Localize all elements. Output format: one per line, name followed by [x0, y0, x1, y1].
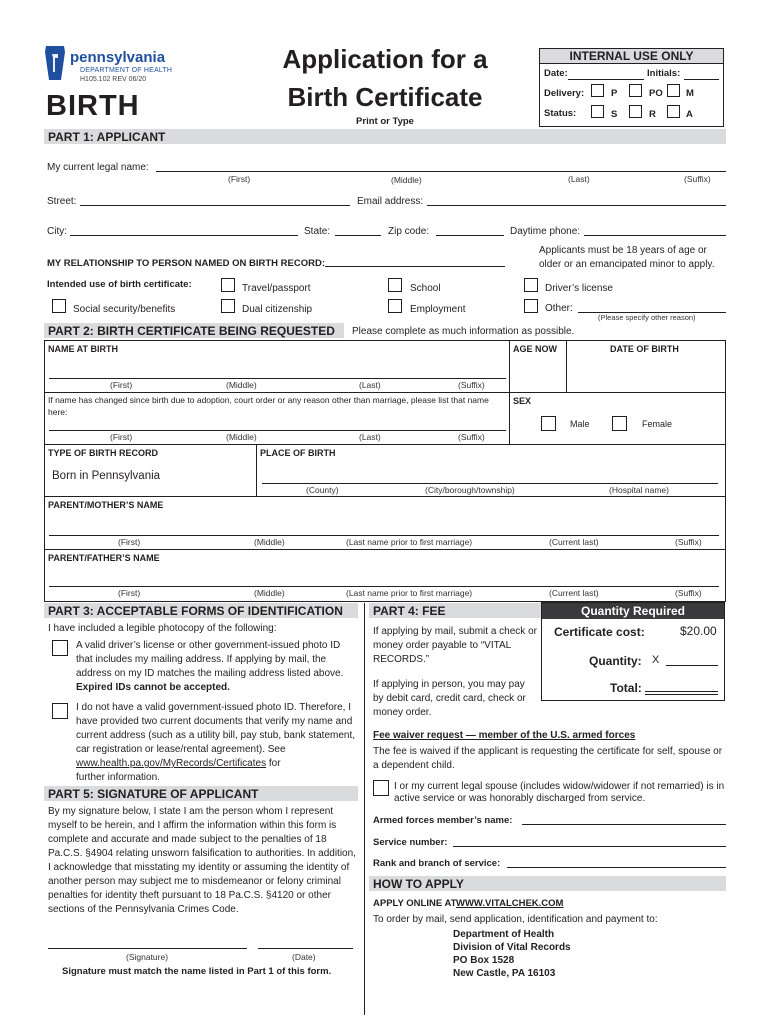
street-line[interactable] [80, 205, 350, 206]
father-middle-sub: (Middle) [254, 588, 285, 598]
delivery-p-checkbox[interactable] [591, 84, 604, 97]
sex-female-checkbox[interactable] [612, 416, 627, 431]
fee-mail-text: If applying by mail, submit a check or money order payable to “VITAL RECORDS.” [373, 626, 537, 665]
father-first-sub: (First) [118, 588, 141, 598]
age-note: Applicants must be 18 years of age or older or an emancipated minor to apply. [539, 245, 715, 270]
mother-middle-sub: (Middle) [254, 537, 285, 547]
use-school-checkbox[interactable] [388, 278, 402, 292]
member-name-label: Armed forces member’s name: [373, 815, 513, 826]
service-number-line[interactable] [453, 846, 726, 847]
name-at-birth-label: NAME AT BIRTH [48, 344, 118, 354]
birth-middle-sub: (Middle) [226, 380, 257, 390]
print-or-type: Print or Type [356, 116, 414, 127]
internal-delivery-label: Delivery: [544, 88, 585, 99]
use-social-security-checkbox[interactable] [52, 299, 66, 313]
use-other-checkbox[interactable] [524, 299, 538, 313]
fee-waiver-heading: Fee waiver request — member of the U.S. armed forces [373, 730, 636, 741]
col-divider [566, 340, 567, 392]
legal-name-first-sub: (First) [228, 174, 251, 184]
changed-name-line[interactable] [49, 430, 506, 431]
intended-use-label: Intended use of birth certificate: [47, 279, 192, 290]
email-line[interactable] [427, 205, 726, 206]
status-s-label: S [611, 109, 618, 120]
age-now-label: AGE NOW [513, 344, 557, 354]
changed-name-note: If name has changed since birth due to adoption, court order or any reason other than marriage, please list that name here: [48, 395, 489, 417]
use-travel-label: Travel/passport [242, 283, 311, 294]
use-other-note: (Please specify other reason) [598, 313, 696, 322]
delivery-m-checkbox[interactable] [667, 84, 680, 97]
part4-heading: PART 4: FEE [369, 603, 541, 618]
quantity-required-heading: Quantity Required [542, 603, 724, 619]
certificate-cost-value: $20.00 [680, 624, 717, 638]
place-of-birth-line[interactable] [262, 483, 718, 484]
address-line-2: Division of Vital Records [453, 942, 571, 953]
signature-line[interactable] [48, 948, 247, 949]
service-number-label: Service number: [373, 837, 448, 848]
father-current-last-sub: (Current last) [549, 588, 599, 598]
street-label: Street: [47, 196, 77, 207]
delivery-po-checkbox[interactable] [629, 84, 642, 97]
place-of-birth-label: PLACE OF BIRTH [260, 448, 336, 458]
rank-branch-label: Rank and branch of service: [373, 858, 501, 869]
delivery-po-label: PO [649, 88, 663, 99]
row-divider [44, 392, 726, 393]
legal-name-middle-sub: (Middle) [391, 175, 422, 185]
total-line[interactable] [645, 691, 718, 692]
birth-label: BIRTH [46, 90, 140, 122]
email-label: Email address: [357, 196, 424, 207]
part3-intro: I have included a legible photocopy of the following: [48, 623, 277, 634]
quantity-x: X [652, 654, 660, 666]
use-school-label: School [410, 283, 441, 294]
id-option1-expired: Expired IDs cannot be accepted. [76, 682, 230, 693]
changed-suffix-sub: (Suffix) [458, 432, 485, 442]
use-social-security-label: Social security/benefits [73, 304, 176, 315]
part3-heading: PART 3: ACCEPTABLE FORMS OF IDENTIFICATION [44, 603, 358, 618]
id-option2-body: I do not have a valid government-issued photo ID. Therefore, I have provided two current documents that verify my name and current address (such as a utility bill, pay stub, bank statement, car registration or lease/rental agreement). See [76, 702, 356, 755]
status-r-label: R [649, 109, 656, 120]
internal-date-line[interactable] [568, 79, 644, 80]
mother-last-prior-sub: (Last name prior to first marriage) [346, 537, 473, 547]
quantity-label: Quantity: [589, 654, 642, 668]
id-option2-end: further information. [76, 772, 160, 783]
vitalchek-link[interactable]: WWW.VITALCHEK.COM [456, 898, 564, 909]
mother-suffix-sub: (Suffix) [675, 537, 702, 547]
birth-last-sub: (Last) [359, 380, 381, 390]
use-employment-label: Employment [410, 304, 466, 315]
id-option2-checkbox[interactable] [52, 703, 68, 719]
place-hospital-sub: (Hospital name) [609, 485, 669, 495]
father-name-label: PARENT/FATHER’S NAME [48, 553, 160, 563]
rank-branch-line[interactable] [507, 867, 726, 868]
phone-line[interactable] [584, 235, 726, 236]
status-a-checkbox[interactable] [667, 105, 680, 118]
sex-female-label: Female [642, 419, 673, 429]
father-last-prior-sub: (Last name prior to first marriage) [346, 588, 473, 598]
sex-male-label: Male [570, 419, 590, 429]
apply-online-label: APPLY ONLINE AT [373, 898, 457, 909]
row-divider [44, 496, 726, 497]
delivery-m-label: M [686, 88, 694, 99]
use-drivers-license-checkbox[interactable] [524, 278, 538, 292]
father-name-line[interactable] [49, 586, 719, 587]
legal-name-suffix-sub: (Suffix) [684, 174, 711, 184]
use-dual-citizenship-checkbox[interactable] [221, 299, 235, 313]
form-title-line1: Application for a [282, 44, 488, 74]
mother-first-sub: (First) [118, 537, 141, 547]
col-divider [256, 444, 257, 496]
status-s-checkbox[interactable] [591, 105, 604, 118]
internal-initials-label: Initials: [647, 68, 681, 79]
address-line-3: PO Box 1528 [453, 955, 515, 966]
name-at-birth-line[interactable] [49, 378, 506, 379]
internal-initials-line[interactable] [684, 79, 719, 80]
quantity-line[interactable] [666, 665, 718, 666]
changed-first-sub: (First) [110, 432, 133, 442]
changed-last-sub: (Last) [359, 432, 381, 442]
health-website-link[interactable]: www.health.pa.gov/MyRecords/Certificates [76, 758, 267, 769]
total-label: Total: [610, 681, 642, 695]
part2-note: Please complete as much information as possible. [352, 326, 575, 337]
id-option2-text [76, 701, 358, 785]
birth-suffix-sub: (Suffix) [458, 380, 485, 390]
mail-intro: To order by mail, send application, identification and payment to: [373, 914, 658, 925]
phone-label: Daytime phone: [510, 226, 581, 237]
signature-must-match: Signature must match the name listed in Part 1 of this form. [62, 966, 332, 977]
row-divider [44, 549, 726, 550]
city-line[interactable] [70, 235, 298, 236]
address-line-1: Department of Health [453, 929, 555, 940]
form-code: H105.102 REV 06/20 [80, 76, 147, 83]
signature-date-sub: (Date) [292, 952, 316, 962]
internal-date-label: Date: [544, 68, 568, 79]
column-divider [364, 603, 365, 1015]
city-label: City: [47, 226, 67, 237]
legal-name-line[interactable] [156, 171, 726, 172]
sex-male-checkbox[interactable] [541, 416, 556, 431]
date-of-birth-label: DATE OF BIRTH [610, 344, 679, 354]
use-dual-citizenship-label: Dual citizenship [242, 304, 313, 315]
relationship-line[interactable] [325, 266, 505, 267]
id-option1-body: A valid driver’s license or other government-issued photo ID that includes my mailing address. If applying by mail, the address on my ID matches the mailing address listed above. [76, 640, 344, 679]
status-r-checkbox[interactable] [629, 105, 642, 118]
use-travel-checkbox[interactable] [221, 278, 235, 292]
place-city-sub: (City/borough/township) [425, 485, 515, 495]
mother-name-line[interactable] [49, 535, 719, 536]
zip-label: Zip code: [388, 226, 430, 237]
department-name: DEPARTMENT OF HEALTH [80, 67, 173, 74]
legal-name-last-sub: (Last) [568, 174, 590, 184]
birth-first-sub: (First) [110, 380, 133, 390]
type-of-record-label: TYPE OF BIRTH RECORD [48, 448, 159, 458]
signature-date-line[interactable] [258, 948, 353, 949]
legal-name-label: My current legal name: [47, 162, 149, 173]
use-drivers-license-label: Driver’s license [545, 283, 613, 294]
internal-status-label: Status: [544, 108, 577, 119]
fee-waiver-text: The fee is waived if the applicant is requesting the certificate for self, spouse or a dependent child. [373, 746, 723, 771]
how-to-apply-heading: HOW TO APPLY [369, 876, 726, 891]
id-option1-checkbox[interactable] [52, 640, 68, 656]
mother-name-label: PARENT/MOTHER’S NAME [48, 500, 164, 510]
certificate-cost-label: Certificate cost: [554, 625, 645, 639]
fee-waiver-check-text: I or my current legal spouse (includes widow/widower if not remarried) is in active service or was honorably discharged from service. [394, 781, 725, 804]
member-name-line[interactable] [522, 824, 726, 825]
status-a-label: A [686, 109, 693, 120]
part1-heading: PART 1: APPLICANT [44, 129, 726, 144]
row-divider [44, 444, 726, 445]
internal-use-title: INTERNAL USE ONLY [540, 49, 723, 64]
part5-heading: PART 5: SIGNATURE OF APPLICANT [44, 786, 358, 801]
state-line[interactable] [335, 235, 381, 236]
part5-statement: By my signature below, I state I am the person whom I represent myself to be herein, and I affirm the information within this form is complete and accurate and made subject to the penalties of 18 Pa.C.S. §4904 relating unsworn falsification to authorities. In addition, I acknowledge that misstating my identity or assuming the identity of another person may subject me to misdemeanor or felony criminal penalties for identity theft pursuant to 18 Pa.C.S. §4120 or other sections of the Pennsylvania Crimes Code. [48, 806, 356, 915]
address-line-4: New Castle, PA 16103 [453, 968, 556, 979]
fee-person-text: If applying in person, you may pay by debit card, credit card, check or money order. [373, 679, 526, 718]
mother-current-last-sub: (Current last) [549, 537, 599, 547]
pennsylvania-keystone-logo [44, 46, 66, 80]
type-of-record-value: Born in Pennsylvania [52, 470, 161, 482]
relationship-label: MY RELATIONSHIP TO PERSON NAMED ON BIRTH RECORD: [47, 258, 325, 269]
state-name: pennsylvania [70, 49, 166, 66]
id-option1-text [76, 639, 358, 695]
col-divider [509, 340, 510, 444]
signature-sub: (Signature) [126, 952, 169, 962]
sex-label: SEX [513, 396, 532, 406]
father-suffix-sub: (Suffix) [675, 588, 702, 598]
changed-middle-sub: (Middle) [226, 432, 257, 442]
delivery-p-label: P [611, 88, 618, 99]
place-county-sub: (County) [306, 485, 339, 495]
use-employment-checkbox[interactable] [388, 299, 402, 313]
id-option2-for: for [268, 758, 281, 769]
part2-heading: PART 2: BIRTH CERTIFICATE BEING REQUESTED [44, 323, 344, 338]
form-title-line2: Birth Certificate [287, 82, 483, 112]
state-label: State: [304, 226, 331, 237]
fee-waiver-checkbox[interactable] [373, 780, 389, 796]
zip-line[interactable] [436, 235, 504, 236]
total-line-double [645, 694, 718, 695]
use-other-label: Other: [545, 303, 573, 314]
